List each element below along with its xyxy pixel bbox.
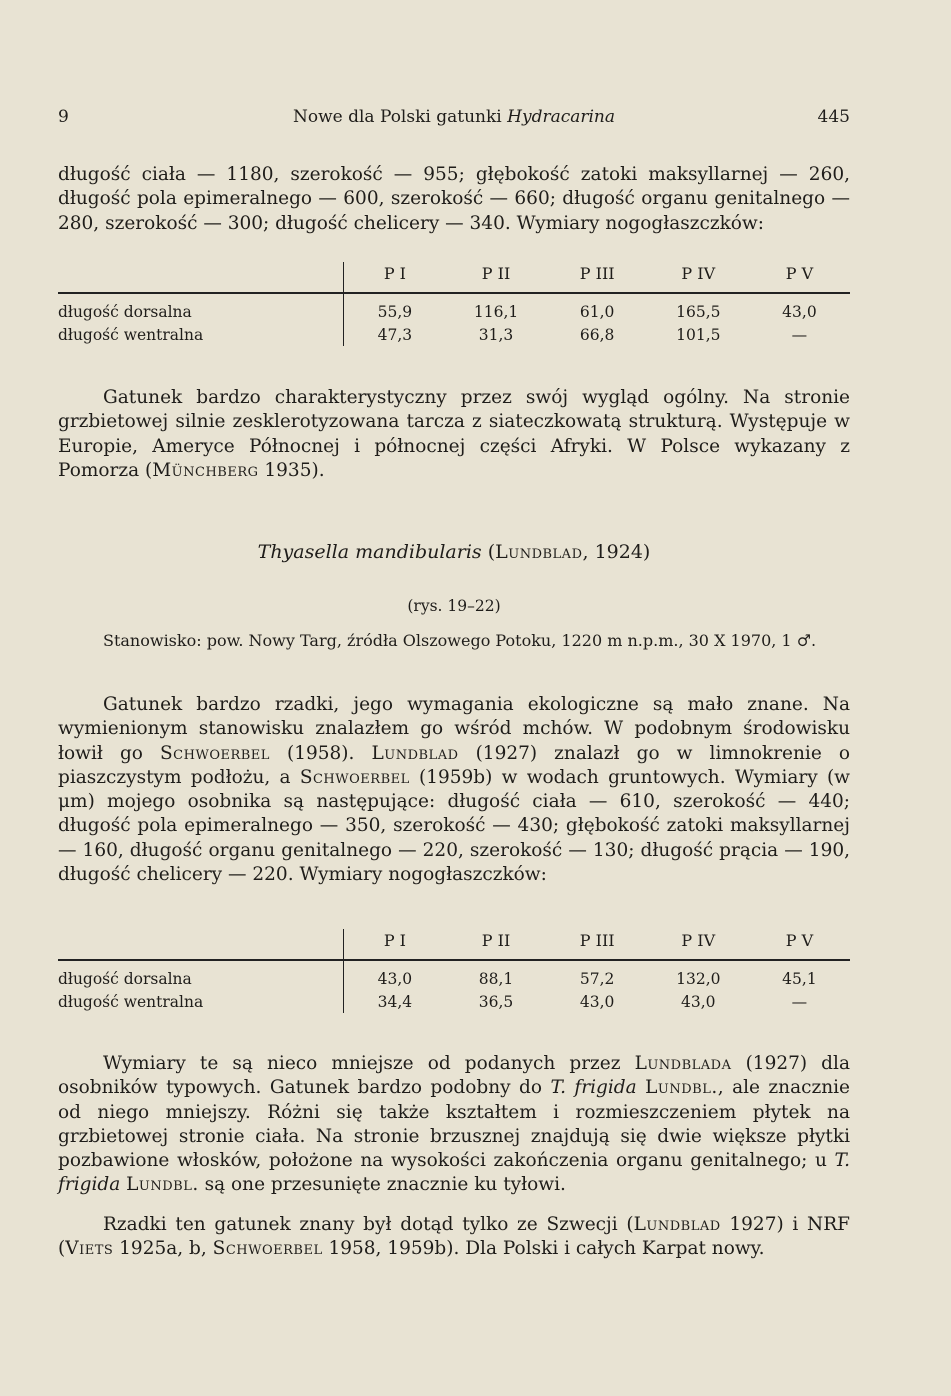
table-header-row bbox=[58, 929, 850, 960]
col-header: P III bbox=[547, 929, 648, 960]
table-cell: 43,0 bbox=[344, 960, 446, 990]
col-header: P V bbox=[749, 262, 850, 293]
table-cell: 43,0 bbox=[579, 992, 615, 1011]
table-cell: 36,5 bbox=[478, 992, 514, 1011]
table-cell: 34,4 bbox=[344, 990, 446, 1013]
row-label: długość wentralna bbox=[58, 325, 204, 344]
palp-table-1 bbox=[58, 262, 850, 346]
table-row bbox=[58, 960, 850, 990]
table-row bbox=[58, 990, 850, 1013]
col-header: P I bbox=[344, 262, 446, 293]
row-label: długość dorsalna bbox=[58, 969, 192, 988]
col-header: P I bbox=[344, 929, 446, 960]
table-cell: — bbox=[791, 992, 808, 1011]
table-cell: 116,1 bbox=[473, 302, 519, 321]
table-row bbox=[58, 323, 850, 346]
row-label: długość dorsalna bbox=[58, 302, 192, 321]
running-header bbox=[58, 107, 850, 131]
paragraph-distribution: Rzadki ten gatunek znany był dotąd tylko ze Szwecji (Lundblad 1927) i NRF (Viets 1925a, b, Schwoerbel 1958, 1959b). Dla Polski i całych Karpat nowy. bbox=[58, 1214, 850, 1260]
table-cell: 101,5 bbox=[676, 325, 721, 344]
table-cell: — bbox=[791, 325, 808, 344]
figure-reference: (rys. 19–22) bbox=[407, 597, 501, 615]
table-cell: 47,3 bbox=[344, 323, 446, 346]
row-label: długość wentralna bbox=[58, 992, 204, 1011]
paragraph-ecology: Gatunek bardzo rzadki, jego wymagania ekologiczne są mało znane. Na wymienionym stanowisku znalazłem go wśród mchów. W podobnym środowisku łowił go Schwoerbel (1958). Lundblad (1927) znalazł go w limnokrenie o piaszczystym podłożu, a Schwoerbel (1959b) w wodach gruntowych. Wymiary (w μm) mojego osobnika są następujące: długość ciała — 610, szerokość — 440; długość pola epimeralnego — 350, szerokość — 430; głębokość zatoki maksyllarnej — 160, długość organu genitalnego — 220, szerokość — 130; długość prącia — 190, długość chelicery — 220. Wymiary nogogłaszczków: bbox=[58, 694, 851, 886]
table-cell: 132,0 bbox=[676, 969, 721, 988]
col-header: P II bbox=[445, 929, 546, 960]
palp-table-2 bbox=[58, 929, 850, 1013]
station-record: Stanowisko: pow. Nowy Targ, źródła Olszowego Potoku, 1220 m n.p.m., 30 X 1970, 1 ♂. bbox=[103, 631, 817, 650]
table-cell: 31,3 bbox=[478, 325, 514, 344]
table-cell: 45,1 bbox=[782, 969, 817, 988]
table-row bbox=[58, 293, 850, 323]
col-header: P III bbox=[547, 262, 648, 293]
table-cell: 43,0 bbox=[782, 302, 817, 321]
table-cell: 61,0 bbox=[579, 302, 615, 321]
page-number: 445 bbox=[817, 107, 850, 127]
col-header: P II bbox=[445, 262, 546, 293]
table-cell: 43,0 bbox=[681, 992, 716, 1011]
col-header: P IV bbox=[648, 262, 749, 293]
table-cell: 55,9 bbox=[344, 293, 446, 323]
table-cell: 66,8 bbox=[579, 325, 615, 344]
section-number: 9 bbox=[58, 107, 69, 127]
table-cell: 88,1 bbox=[478, 969, 514, 988]
table-cell: 57,2 bbox=[579, 969, 615, 988]
species-heading: Thyasella mandibularis (Lundblad, 1924) bbox=[257, 541, 651, 563]
col-header: P V bbox=[749, 929, 850, 960]
paragraph-measurements-1: długość ciała — 1180, szerokość — 955; głębokość zatoki maksyllarnej — 260, długość pola epimeralnego — 600, szerokość — 660; długość organu genitalnego — 280, szerokość — 300; długość chelicery — 340. Wymiary nogogłaszczków: bbox=[58, 164, 850, 234]
table-cell: 165,5 bbox=[676, 302, 721, 321]
table-header-row bbox=[58, 262, 850, 293]
paragraph-comparison: Wymiary te są nieco mniejsze od podanych przez Lundblada (1927) dla osobników typowych. Gatunek bardzo podobny do T. frigida Lundbl., ale znacznie od niego mniejszy. Różni się także kształtem i rozmieszczeniem płytek na grzbietowej stronie ciała. Na stronie brzusznej znajdują się dwie większe płytki pozbawione włosków, położone na wysokości zakończenia organu genitalnego; u T. frigida Lundbl. są one przesunięte znacznie ku tyłowi. bbox=[58, 1053, 850, 1196]
running-title: Nowe dla Polski gatunki Hydracarina bbox=[292, 107, 616, 127]
paragraph-description: Gatunek bardzo charakterystyczny przez swój wygląd ogólny. Na stronie grzbietowej silnie zesklerotyzowana tarcza z siateczkowatą strukturą. Występuje w Europie, Ameryce Północnej i północnej części Afryki. W Polsce wykazany z Pomorza (Münchberg 1935). bbox=[58, 387, 850, 481]
col-header: P IV bbox=[648, 929, 749, 960]
